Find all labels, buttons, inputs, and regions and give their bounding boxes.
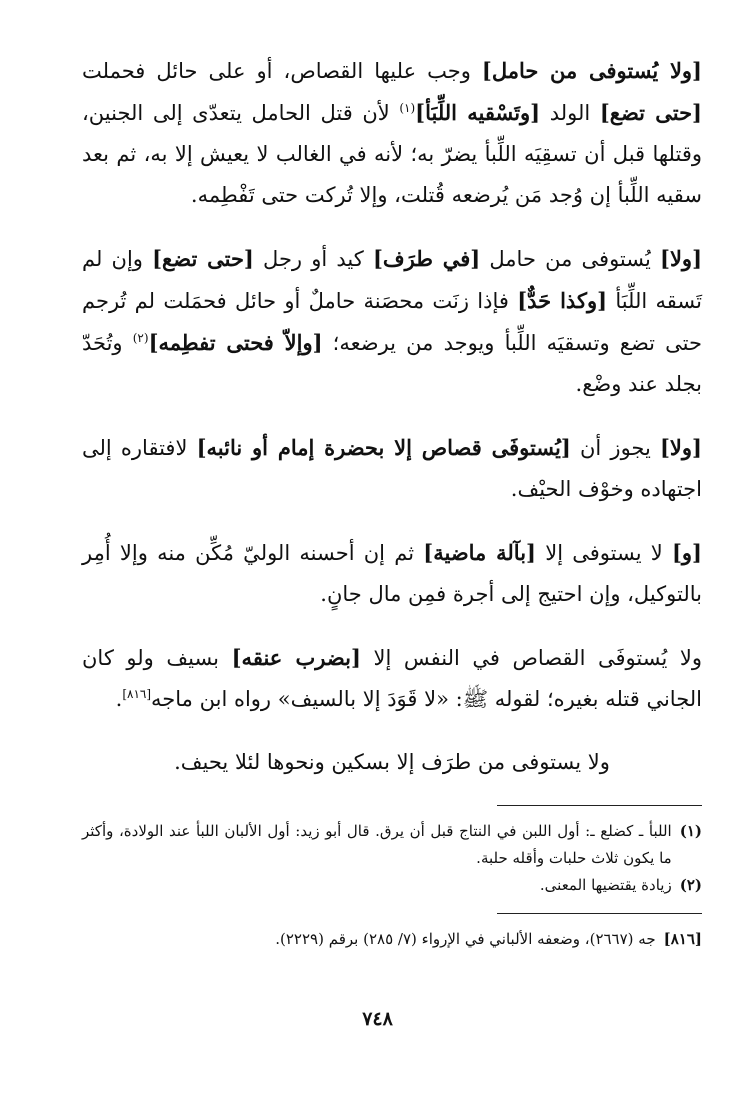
matn-text: [ولا]: [660, 435, 702, 460]
matn-text: [بآلة ماضية]: [423, 540, 536, 565]
paragraph-2: [82, 238, 702, 405]
paragraph-6: [82, 742, 702, 783]
endnote-divider: [497, 913, 702, 914]
matn-text: [و]: [671, 540, 702, 565]
sharh-text: الولد: [540, 101, 600, 125]
sharh-text: وتُحَدّ بجلد عند وضْع.: [82, 331, 702, 396]
sharh-text: لا يستوفى إلا: [536, 541, 672, 565]
footnote-text: اللبأ ـ كضلع ـ: أول اللبن في النتاج قبل أن يرق. قال أبو زيد: أول الألبان اللبأ عند الولادة، وأكثر ما يكون ثلاث حلبات وأقله حلبة.: [82, 822, 672, 867]
footnote-number: (١): [679, 822, 702, 840]
matn-text: [ولا يُستوفى من حامل]: [481, 58, 702, 83]
sharh-text: ثم إن أحسنه الوليّ مُكِّن منه وإلا أُمِر بالتوكيل، وإن احتيج إلى أجرة فمِن مال جانٍ.: [82, 541, 702, 606]
page-body: [82, 50, 702, 953]
sharh-text: ولا يستوفى من طرَف إلا بسكين ونحوها لئلا يحيف.: [174, 750, 610, 774]
paragraph-3: [82, 427, 702, 510]
matn-text: [حتى تضع]: [599, 100, 702, 125]
sharh-text: لافتقاره إلى اجتهاده وخوْف الحيْف.: [82, 436, 702, 501]
endnote-ref-816[interactable]: [٨١٦]: [122, 687, 152, 701]
footnote-divider: [497, 805, 702, 806]
sharh-text: .: [115, 687, 123, 711]
matn-text: [حتى تضع]: [152, 246, 254, 271]
footnote-ref-2[interactable]: (٢): [132, 331, 149, 345]
paragraph-1: [82, 50, 702, 216]
sharh-text: يجوز أن: [570, 436, 660, 460]
endnote-816: [82, 926, 702, 953]
matn-text: [في طرَف]: [372, 246, 481, 271]
footnote-number: (٢): [679, 876, 702, 894]
sharh-text: ولا يُستوفَى القصاص في النفس إلا: [360, 646, 702, 670]
paragraph-4: [82, 532, 702, 615]
sharh-text: يُستوفى من حامل: [480, 247, 661, 271]
matn-text: [ولا]: [660, 246, 703, 271]
footnote-1: [82, 818, 702, 872]
endnote-text: جه (٢٦٦٧)، وضعفه الألباني في الإرواء (٧/ ٢٨٥) برقم (٢٢٢٩).: [275, 930, 656, 948]
footnote-ref-1[interactable]: (١): [399, 101, 416, 115]
matn-text: [بضرب عنقه]: [231, 645, 361, 670]
sharh-text: فإذا زنَت محصَنة حاملٌ أو حائل فحمَلت لم تُرجم حتى تضع وتسقيَه اللِّبأ ويوجد من يرضعه؛: [82, 289, 702, 355]
footnote-text: زيادة يقتضيها المعنى.: [539, 876, 672, 894]
footnote-2: [82, 872, 702, 899]
sharh-text: كيد أو رجل: [253, 247, 373, 271]
sharh-text: وجب عليها القصاص، أو على حائل فحملت: [82, 59, 482, 83]
sharh-text: وإن لم تَسقه اللِّبَأ: [82, 247, 703, 313]
matn-text: [وكذا حَدٌّ]: [517, 288, 608, 313]
matn-text: [يُستوفَى قصاص إلا بحضرة إمام أو نائبه]: [196, 435, 571, 460]
endnote-number: [٨١٦]: [663, 930, 702, 948]
matn-text: [وتَسْقيه اللِّبَأ]: [415, 100, 541, 125]
sharh-text: بسيف ولو كان الجاني قتله بغيره؛ لقوله ﷺ: «لا قَوَدَ إلا بالسيف» رواه ابن ماجه: [82, 646, 702, 711]
matn-text: [وإلاّ فحتى تفطِمه]: [148, 330, 323, 355]
page-number: ٧٤٨: [362, 1008, 393, 1030]
paragraph-5: [82, 637, 702, 720]
sharh-text: لأن قتل الحامل يتعدّى إلى الجنين، وقتلها قبل أن تسقِيَه اللِّبأ يضرّ به؛ لأنه في الغالب لا يعيش إلا به، ثم بعد سقيه اللِّبأ إن وُجد مَن يُرضعه قُتلت، وإلا تُركت حتى تَفْطِمه.: [82, 101, 702, 207]
